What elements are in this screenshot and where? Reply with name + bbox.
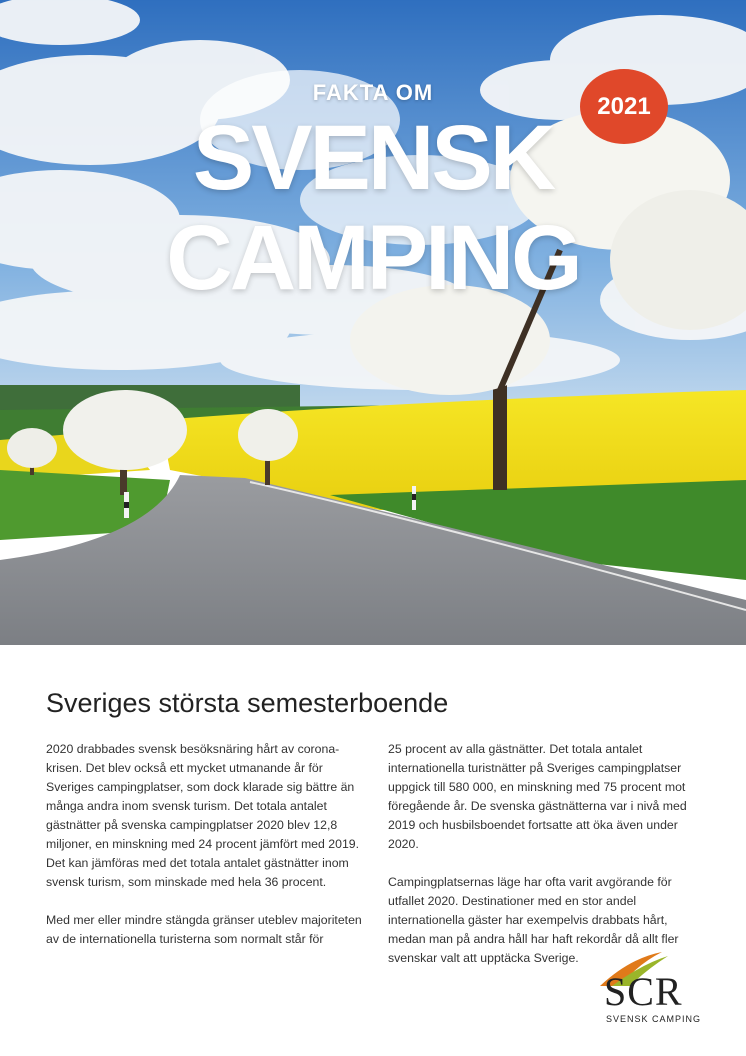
cover-title-line1: SVENSK <box>192 107 554 209</box>
paragraph: Campingplatsernas läge har ofta varit avgörande för utfallet 2020. Destinationer med en stor andel internationella gäster har exempelvis drabbats hårt, medan man på andra håll har haft rekordår då allt fler svenskar valt att upptäcka Sverige. <box>388 875 679 965</box>
paragraph: 2020 drabbades svensk besöksnäring hårt av corona-krisen. Det blev också ett mycket utmanande år för Sveriges campingplatser, som dock klarade sig bättre än många andra inom svensk turism. Det totala antalet gästnätter på svenska campingplatser 2020 blev 12,8 miljoner, en minskning med 24 procent jämfört med 2019. Det kan jämföras med det totala antalet gästnätter inom svensk turism, som minskade med hela 36 procent. <box>46 742 360 889</box>
cover-kicker: FAKTA OM <box>312 80 434 105</box>
paragraph: 25 procent av alla gästnätter. Det totala antalet internationella turistnätter på Sveriges campingplatser uppgick till 580 000, en minskning med 75 procent mot föregående år. De svenska gästnätterna var i nivå med 2019 och husbilsboendet fortsatte att öka även under 2020. <box>388 742 687 851</box>
article-heading: Sveriges största semesterboende <box>46 688 449 718</box>
article-column-left <box>46 740 362 968</box>
year-badge-label: 2021 <box>597 92 651 120</box>
cover-title-line2: CAMPING <box>166 207 580 309</box>
scr-logo <box>590 950 710 1030</box>
paragraph: Med mer eller mindre stängda gränser uteblev majoriteten av de internationella turisterna som normalt står för <box>46 913 362 946</box>
logo-letters: SCR <box>604 969 683 1014</box>
year-badge <box>580 69 668 144</box>
logo-subtitle: SVENSK CAMPING <box>606 1014 702 1024</box>
